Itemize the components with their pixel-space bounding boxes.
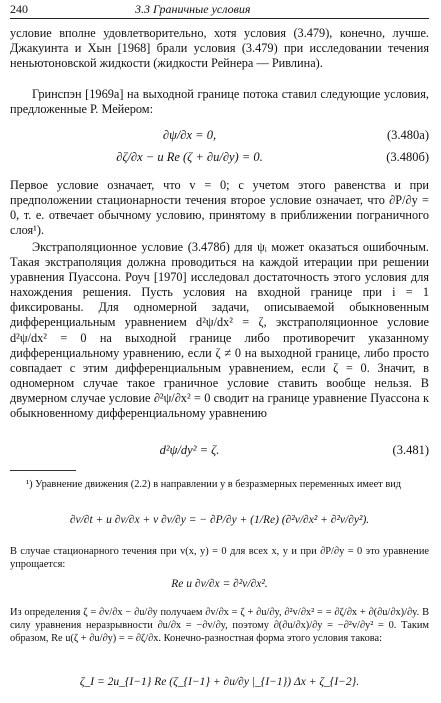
paragraph-2-text: Гринспэн [1969а] на выходной границе потока ставил следующие условия, предложенные Р. Мейером: bbox=[10, 87, 429, 117]
running-header bbox=[10, 2, 429, 18]
footnote-derivation-text: Из определения ζ = ∂v/∂x − ∂u/∂y получаем ∂v/∂x = ζ + ∂u/∂y, ∂²v/∂x² = = ∂ζ/∂x + ∂(∂u/∂x)/∂y. В силу уравнения неразрывности ∂u/∂x = −∂v/∂y, поэтому ∂(∂u/∂x)/∂y = −∂²v/∂y² = 0. Таким образом, Re u(ζ + ∂u/∂y) = = ∂ζ/∂x. Конечно-разностная форма этого условия такова: bbox=[10, 607, 429, 644]
equation-3481-body: d²ψ/dy² = ζ. bbox=[159, 443, 220, 457]
footnote-equation-simplified: Re u ∂v/∂x = ∂²v/∂x². bbox=[171, 578, 268, 590]
paragraph-3 bbox=[10, 178, 429, 238]
paragraph-3-text: Первое условие означает, что v = 0; с учетом этого равенства и при предположении стационарности течения второе условие означает, что ∂P/∂y = 0, т. е. отвечает обычному условию, принятому в приближении пограничного слоя¹). bbox=[10, 178, 429, 238]
paragraph-4 bbox=[10, 240, 429, 421]
equation-3480b bbox=[10, 150, 429, 168]
footnote-derivation bbox=[10, 606, 429, 645]
paragraph-4-text: Экстраполяционное условие (3.478б) для ψᵢ может оказаться ошибочным. Такая экстраполяция должна проводиться на каждой итерации при решении уравнения Пуассона. Роуч [1970] исследовал достаточность этого условия для нахождения решения. Пусть условия на входной границе при i = 1 фиксированы. Для одномерной задачи, описываемой обыкновенным дифференциальным уравнением d²ψ/dx² = ζ, экстраполяционное условие d²ψ/dx² = 0 на выходной границе либо противоречит указанному дифференциальному уравнению, если ζ ≠ 0 на выходной границе, либо просто совпадает с этим дифференциальным уравнением, если ζ = 0. Значит, в одномерном случае такое граничное условие ставить вообще нельзя. В двумерном случае условие ∂²ψ/∂x² = 0 сводит на границе уравнение Пуассона к обыкновенному дифференциальному уравнению bbox=[10, 240, 429, 421]
paragraph-1 bbox=[10, 26, 429, 71]
equation-3480a bbox=[10, 128, 429, 146]
equation-3480b-number: (3.480б) bbox=[386, 150, 429, 164]
equation-3480b-body: ∂ζ/∂x − u Re (ζ + ∂u/∂y) = 0. bbox=[116, 150, 263, 164]
header-rule bbox=[10, 18, 429, 19]
equation-3481-number: (3.481) bbox=[392, 443, 429, 457]
section-title: 3.3 Граничные условия bbox=[135, 2, 251, 16]
footnote-intro bbox=[10, 478, 429, 491]
footnote-stationary-text: В случае стационарного течения при v(x, y) = 0 для всех x, y и при ∂P/∂y = 0 это уравнение упрощается: bbox=[10, 546, 429, 570]
footnote-equation-motion: ∂v/∂t + u ∂v/∂x + v ∂v/∂y = − ∂P/∂y + (1/Re) (∂²v/∂x² + ∂²v/∂y²). bbox=[69, 514, 370, 526]
equation-3480a-body: ∂ψ/∂x = 0, bbox=[162, 128, 217, 142]
equation-3481 bbox=[10, 443, 429, 461]
footnote-equation-finite-difference: ζ_I = 2u_{I−1} Re (ζ_{I−1} + ∂u/∂y |_{I−1}) Δx + ζ_{I−2}. bbox=[79, 676, 360, 688]
equation-3480a-number: (3.480а) bbox=[387, 128, 429, 142]
footnote-stationary bbox=[10, 545, 429, 571]
page-number: 240 bbox=[10, 2, 28, 16]
paragraph-1-text: условие вполне удовлетворительно, хотя условия (3.479), конечно, лучше. Джакуинта и Хын [1968] брали условия (3.479) при исследовании течения неньютоновской жидкости (жидкости Рейнера — Ривлина). bbox=[10, 26, 429, 71]
footnote-rule bbox=[10, 470, 76, 471]
footnote-intro-text: ¹) Уравнение движения (2.2) в направлении y в безразмерных переменных имеет вид bbox=[26, 479, 402, 490]
paragraph-2 bbox=[10, 87, 429, 117]
